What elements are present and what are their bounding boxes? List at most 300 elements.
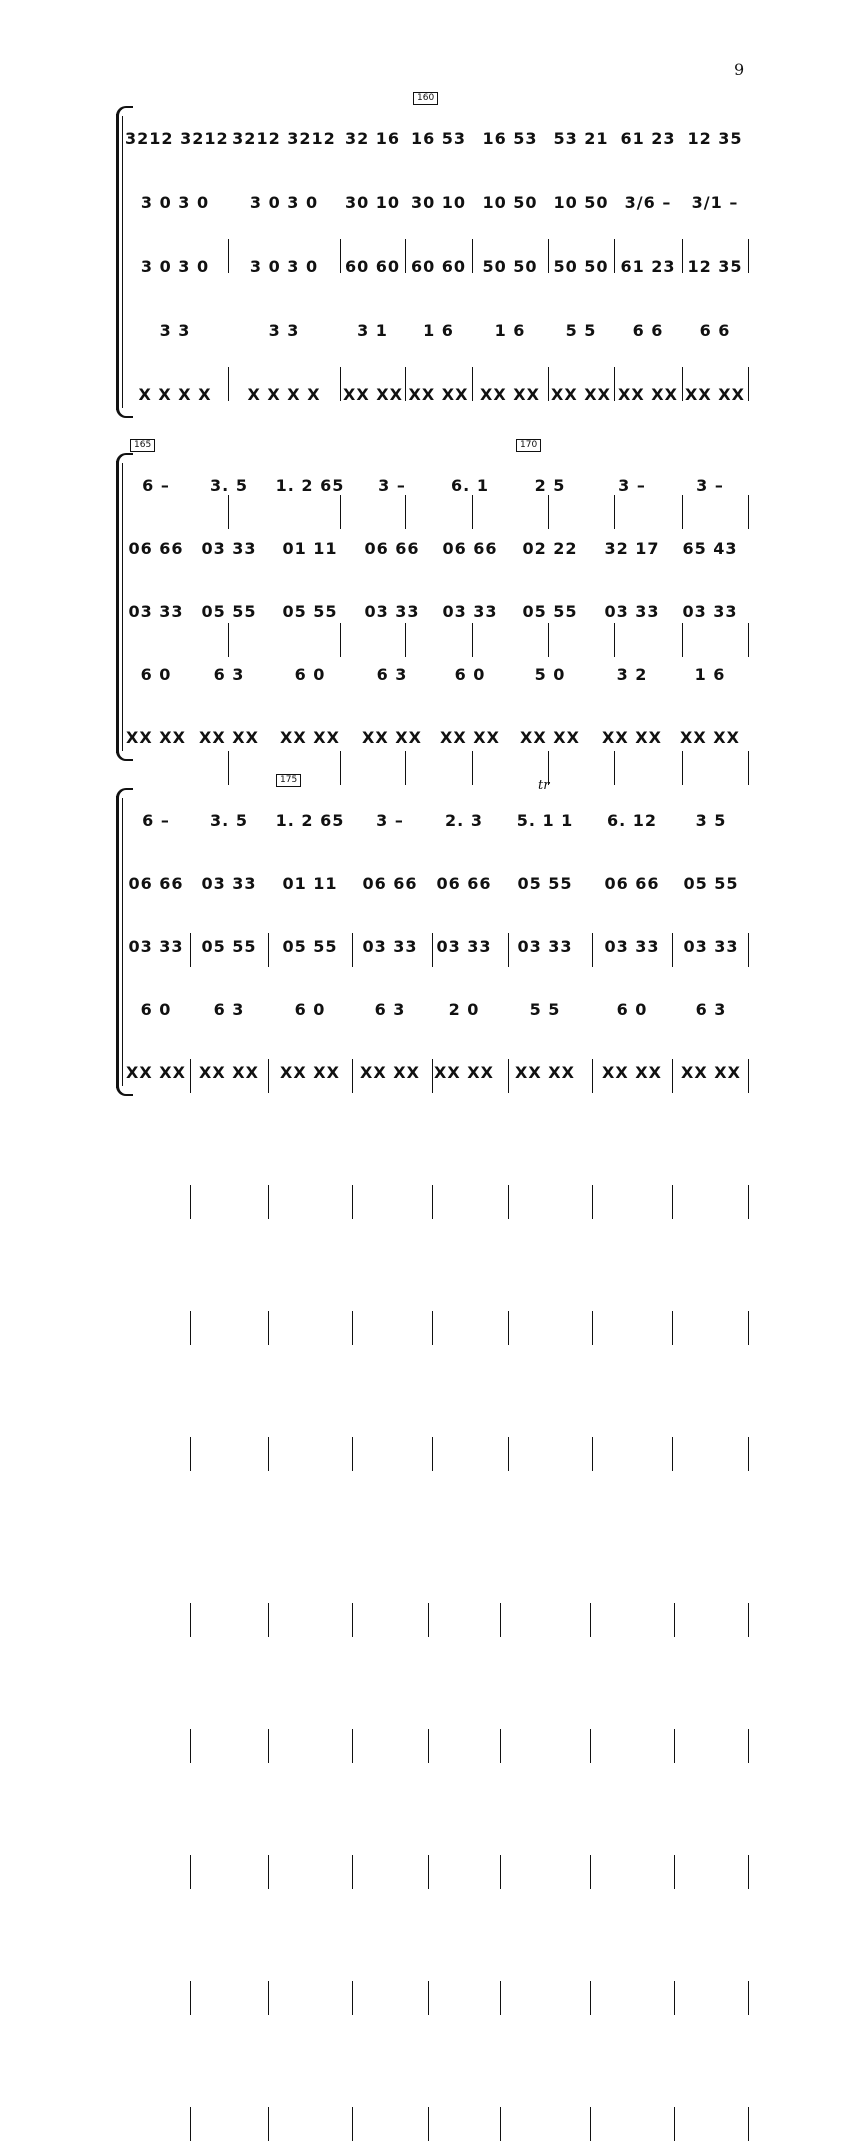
measure-notes: 50 50 [553, 256, 609, 276]
measure [675, 528, 745, 568]
barline [190, 1185, 191, 1219]
measure-notes: XX XX [618, 384, 678, 404]
measure-notes: 6 0 [294, 664, 326, 684]
barline [352, 1185, 353, 1219]
staff-row [0, 863, 864, 903]
measure [125, 465, 187, 505]
measure-notes: 3/1 – [691, 192, 739, 212]
barline [500, 2107, 501, 2141]
measure [193, 989, 265, 1029]
measure-notes: 1. 2 65 [275, 475, 345, 495]
measure [271, 863, 349, 903]
barline [590, 1981, 591, 2015]
measure [125, 800, 187, 840]
measure [511, 465, 589, 505]
measure [431, 800, 497, 840]
staff-row [0, 465, 864, 505]
measure-notes: 61 23 [620, 128, 676, 148]
barline [590, 1855, 591, 1889]
measure-notes: 50 50 [482, 256, 538, 276]
measure [503, 926, 587, 966]
barline [190, 1729, 191, 1763]
barline [428, 1603, 429, 1637]
measure-notes: 6 – [142, 475, 170, 495]
measure [343, 182, 402, 222]
measure-number: 160 [413, 92, 438, 105]
measure [677, 926, 745, 966]
barline [590, 2107, 591, 2141]
measure [431, 863, 497, 903]
barline [590, 1729, 591, 1763]
staff-row [0, 717, 864, 757]
measure [231, 374, 337, 414]
measure-notes: 6 3 [213, 664, 245, 684]
measure [593, 926, 671, 966]
measure [503, 989, 587, 1029]
barline [428, 1729, 429, 1763]
barline [500, 1981, 501, 2015]
measure [271, 465, 349, 505]
measure-notes: 3212 3212 [125, 128, 229, 148]
staff-row [0, 926, 864, 966]
measure [551, 246, 611, 286]
barline [500, 1603, 501, 1637]
measure-notes: 03 33 [364, 601, 420, 621]
measure-notes: 6 0 [140, 664, 172, 684]
measure-notes: 5. 1 1 [516, 810, 574, 830]
measure [595, 654, 669, 694]
measure-notes: XX XX [681, 1062, 741, 1082]
measure-notes: 30 10 [410, 192, 467, 212]
measure-notes: XX XX [480, 384, 540, 404]
barline [352, 1311, 353, 1345]
measure-notes: XX XX [280, 1062, 340, 1082]
measure [475, 118, 545, 158]
barline [748, 1729, 749, 1763]
staff-row [0, 118, 864, 158]
measure-notes: XX XX [515, 1062, 575, 1082]
measure [193, 1052, 265, 1092]
barline [748, 1437, 749, 1471]
measure-notes: 2 5 [534, 475, 566, 495]
staff-row [0, 989, 864, 1029]
measure-notes: 6 3 [213, 999, 245, 1019]
measure [271, 528, 349, 568]
measure [677, 863, 745, 903]
measure [271, 591, 349, 631]
barline [268, 1729, 269, 1763]
barline [672, 1311, 673, 1345]
measure [193, 863, 265, 903]
measure-notes: XX XX [520, 727, 580, 747]
barline [508, 1311, 509, 1345]
measure-notes: 03 33 [442, 601, 498, 621]
measure [617, 246, 679, 286]
measure-notes: 6 – [142, 810, 170, 830]
measure-notes: 65 43 [682, 538, 738, 558]
measure [685, 310, 745, 350]
measure [355, 654, 429, 694]
barline [748, 2107, 749, 2141]
measure [511, 717, 589, 757]
barline [190, 1855, 191, 1889]
measure [271, 989, 349, 1029]
measure [551, 374, 611, 414]
measure [408, 310, 469, 350]
measure [435, 591, 505, 631]
measure [685, 374, 745, 414]
measure [511, 654, 589, 694]
barline [432, 1311, 433, 1345]
measure-notes: 06 66 [362, 873, 418, 893]
barline [674, 1981, 675, 2015]
measure [408, 118, 469, 158]
measure [193, 800, 265, 840]
measure [475, 374, 545, 414]
measure-notes: 3212 3212 [232, 128, 336, 148]
measure [593, 989, 671, 1029]
staff-row [0, 310, 864, 350]
measure [551, 118, 611, 158]
barline [190, 2107, 191, 2141]
measure-notes: 32 16 [344, 128, 401, 148]
measure-notes: 6. 12 [606, 810, 658, 830]
measure [125, 310, 225, 350]
measure-notes: 6 0 [454, 664, 486, 684]
barline [748, 1603, 749, 1637]
measure-notes: XX XX [199, 727, 259, 747]
measure-notes: 32 17 [604, 538, 660, 558]
barline [268, 1311, 269, 1345]
measure-notes: 06 66 [442, 538, 498, 558]
barline [432, 1437, 433, 1471]
measure [675, 465, 745, 505]
measure-notes: XX XX [680, 727, 740, 747]
measure [355, 717, 429, 757]
measure [617, 374, 679, 414]
barline [190, 1603, 191, 1637]
measure-notes: 6 6 [699, 320, 731, 340]
measure [593, 863, 671, 903]
staff-row [0, 246, 864, 286]
measure [677, 989, 745, 1029]
measure [355, 863, 425, 903]
barline [352, 2107, 353, 2141]
measure [125, 717, 187, 757]
staff-row [0, 528, 864, 568]
barline [190, 1437, 191, 1471]
measure [435, 528, 505, 568]
measure-notes: 6 0 [294, 999, 326, 1019]
barline [674, 1855, 675, 1889]
measure [271, 800, 349, 840]
barline [428, 1855, 429, 1889]
barline [428, 1981, 429, 2015]
measure-notes: 1 6 [694, 664, 726, 684]
barline [432, 1185, 433, 1219]
measure [193, 465, 265, 505]
measure-notes: 12 35 [687, 256, 743, 276]
staff-row [0, 374, 864, 414]
measure-notes: 03 33 [362, 936, 418, 956]
measure-notes: XX XX [126, 727, 186, 747]
measure-notes: 05 55 [517, 873, 573, 893]
measure [475, 246, 545, 286]
measure [595, 717, 669, 757]
measure [231, 118, 337, 158]
measure [125, 374, 225, 414]
barline [352, 1981, 353, 2015]
measure-notes: 3 0 3 0 [249, 192, 319, 212]
barline [352, 1729, 353, 1763]
measure-notes: 53 21 [553, 128, 609, 148]
measure-notes: XX XX [551, 384, 611, 404]
barline [592, 1437, 593, 1471]
measure-number: 170 [516, 439, 541, 452]
measure [125, 528, 187, 568]
barline [268, 1603, 269, 1637]
measure [193, 717, 265, 757]
measure [551, 310, 611, 350]
measure [408, 182, 469, 222]
measure [595, 591, 669, 631]
barline [592, 1185, 593, 1219]
measure [593, 800, 671, 840]
measure [595, 528, 669, 568]
measure-notes: 3 3 [159, 320, 191, 340]
measure-notes: 10 50 [482, 192, 538, 212]
measure-notes: 6 6 [632, 320, 664, 340]
measure [475, 182, 545, 222]
measure [503, 863, 587, 903]
measure-notes: XX XX [199, 1062, 259, 1082]
barline [352, 1855, 353, 1889]
measure-notes: 03 33 [604, 936, 660, 956]
measure-notes: 01 11 [282, 538, 338, 558]
barline [190, 1981, 191, 2015]
staff-row [0, 654, 864, 694]
measure-notes: 60 60 [410, 256, 467, 276]
measure-notes: 3 – [696, 475, 724, 495]
barline [508, 1437, 509, 1471]
measure [125, 182, 225, 222]
measure [271, 654, 349, 694]
measure-number: 165 [130, 439, 155, 452]
measure-notes: 03 33 [201, 873, 257, 893]
measure-notes: 6 3 [376, 664, 408, 684]
measure-notes: 06 66 [128, 873, 184, 893]
measure-notes: 12 35 [687, 128, 743, 148]
staff-row [0, 591, 864, 631]
measure [125, 654, 187, 694]
measure [193, 654, 265, 694]
measure [355, 926, 425, 966]
barline [352, 1437, 353, 1471]
barline [500, 1729, 501, 1763]
measure-notes: 3 – [376, 810, 404, 830]
measure-notes: 1. 2 65 [275, 810, 345, 830]
measure [408, 374, 469, 414]
measure-notes: 06 66 [364, 538, 420, 558]
measure [193, 926, 265, 966]
staff-row [0, 182, 864, 222]
measure-notes: 03 33 [128, 936, 184, 956]
measure-notes: X X X X [247, 384, 321, 404]
measure-notes: 1 6 [423, 320, 454, 340]
measure-notes: 3 0 3 0 [249, 256, 319, 276]
measure-notes: 3 3 [268, 320, 300, 340]
measure-notes: XX XX [685, 384, 745, 404]
measure [355, 1052, 425, 1092]
measure-notes: 05 55 [683, 873, 739, 893]
measure-notes: 5 0 [534, 664, 566, 684]
measure-notes: 2 0 [448, 999, 480, 1019]
measure-notes: 6 0 [140, 999, 172, 1019]
barline [748, 1855, 749, 1889]
barline [268, 1981, 269, 2015]
measure [343, 310, 402, 350]
barline [674, 1603, 675, 1637]
measure [231, 246, 337, 286]
measure [675, 654, 745, 694]
measure-notes: 05 55 [282, 936, 338, 956]
measure [435, 717, 505, 757]
measure-notes: 05 55 [201, 936, 257, 956]
measure-notes: 3/6 – [624, 192, 672, 212]
measure-notes: 03 33 [682, 601, 738, 621]
barline [268, 1437, 269, 1471]
barline [748, 1185, 749, 1219]
measure-notes: XX XX [602, 1062, 662, 1082]
measure [685, 246, 745, 286]
measure-notes: 2. 3 [445, 810, 483, 830]
measure-notes: 06 66 [128, 538, 184, 558]
measure [125, 118, 229, 158]
measure [431, 926, 497, 966]
measure [343, 246, 402, 286]
measure-notes: XX XX [434, 1062, 494, 1082]
measure [125, 591, 187, 631]
measure [125, 926, 187, 966]
measure-notes: 3 5 [695, 810, 727, 830]
measure-notes: 60 60 [344, 256, 401, 276]
barline [590, 1603, 591, 1637]
measure [617, 182, 679, 222]
measure [511, 528, 589, 568]
measure-notes: XX XX [408, 384, 469, 404]
measure [593, 1052, 671, 1092]
measure [231, 182, 337, 222]
measure [617, 310, 679, 350]
measure-notes: 30 10 [344, 192, 401, 212]
barline [428, 2107, 429, 2141]
measure [685, 182, 745, 222]
measure [355, 989, 425, 1029]
staff-row [0, 800, 864, 840]
measure-notes: 6. 1 [451, 475, 489, 495]
barline [500, 1855, 501, 1889]
measure [435, 654, 505, 694]
measure [511, 591, 589, 631]
measure-notes: XX XX [360, 1062, 420, 1082]
measure-notes: 01 11 [282, 873, 338, 893]
measure-number: 175 [276, 774, 301, 787]
barline [592, 1311, 593, 1345]
measure [675, 591, 745, 631]
measure [408, 246, 469, 286]
measure-notes: 5 5 [529, 999, 561, 1019]
measure [271, 926, 349, 966]
measure-notes: 3 0 3 0 [140, 256, 210, 276]
measure [193, 591, 265, 631]
measure-notes: 03 33 [201, 538, 257, 558]
measure-notes: 6 0 [616, 999, 648, 1019]
measure [677, 1052, 745, 1092]
measure [193, 528, 265, 568]
measure [355, 800, 425, 840]
measure-notes: 06 66 [436, 873, 492, 893]
measure [125, 989, 187, 1029]
barline [190, 1311, 191, 1345]
measure-notes: 03 33 [683, 936, 739, 956]
barline [508, 1185, 509, 1219]
trill-mark: tr [538, 778, 550, 793]
measure [431, 989, 497, 1029]
measure [675, 717, 745, 757]
barline [672, 1437, 673, 1471]
measure [355, 528, 429, 568]
measure-notes: 3 – [618, 475, 646, 495]
measure-notes: 3 – [378, 475, 406, 495]
measure-notes: XX XX [126, 1062, 186, 1082]
measure-notes: XX XX [343, 384, 403, 404]
measure [343, 118, 402, 158]
measure [685, 118, 745, 158]
measure [125, 863, 187, 903]
measure-notes: 05 55 [522, 601, 578, 621]
measure-notes: 3 1 [357, 320, 388, 340]
measure [125, 1052, 187, 1092]
measure-notes: 1 6 [494, 320, 526, 340]
measure [431, 1052, 497, 1092]
measure [343, 374, 402, 414]
measure-notes: 10 50 [553, 192, 609, 212]
staff-row [0, 1052, 864, 1092]
measure-notes: 3. 5 [210, 475, 248, 495]
measure [125, 246, 225, 286]
measure [355, 591, 429, 631]
barline [748, 1311, 749, 1345]
measure-notes: 16 53 [482, 128, 538, 148]
measure-notes: 06 66 [604, 873, 660, 893]
measure-notes: 05 55 [282, 601, 338, 621]
measure-notes: 03 33 [604, 601, 660, 621]
measure [551, 182, 611, 222]
measure-notes: 6 3 [695, 999, 727, 1019]
barline [268, 1185, 269, 1219]
measure [231, 310, 337, 350]
measure-notes: 5 5 [565, 320, 597, 340]
measure [475, 310, 545, 350]
measure-notes: 61 23 [620, 256, 676, 276]
barline [352, 1603, 353, 1637]
barline [748, 1981, 749, 2015]
measure-notes: XX XX [362, 727, 422, 747]
measure [503, 800, 587, 840]
measure-notes: 6 3 [374, 999, 406, 1019]
measure [617, 118, 679, 158]
measure-notes: 03 33 [517, 936, 573, 956]
